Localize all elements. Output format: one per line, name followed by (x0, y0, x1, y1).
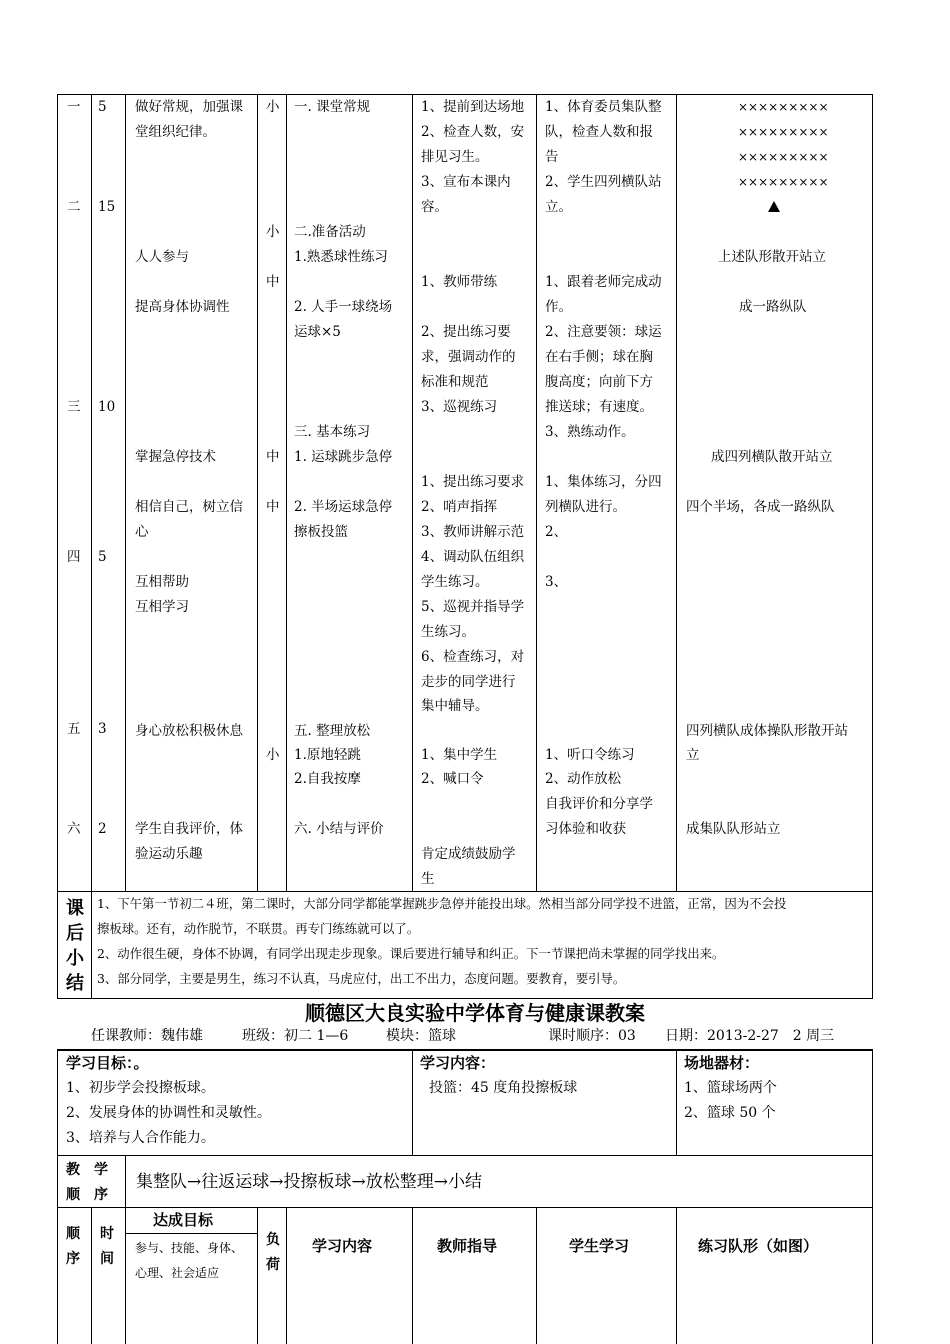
teacher-position-triangle-icon (768, 201, 780, 212)
student-text: 腹高度；向前下方 (545, 374, 653, 390)
header-goal-sub: 心理、社会适应 (135, 1266, 220, 1280)
teacher-text: 学生练习。 (421, 574, 489, 590)
header-formation: 练习队形（如图） (698, 1237, 819, 1255)
formation-text: 成集队队形站立 (686, 821, 781, 837)
teacher-text: 3、巡视练习 (421, 399, 498, 415)
teacher-text: 1、提出练习要求 (421, 474, 525, 490)
header-order: 序 (66, 1251, 80, 1267)
summary-line: 3、部分同学，主要是男生，练习不认真，马虎应付，出工不出力，态度问题。要教育，要引导。 (97, 971, 626, 986)
load-value: 小 (266, 747, 280, 763)
goal-text: 学生自我评价，体 (135, 821, 243, 837)
content-text: 2.自我按摩 (294, 771, 361, 787)
teacher-text: 容。 (421, 199, 448, 215)
class-label: 班级：初二 1—6 (242, 1028, 349, 1044)
student-text: 队，检查人数和报 (545, 124, 653, 140)
formation-text: 成四列横队散开站立 (711, 449, 833, 465)
equipment-item: 1、篮球场两个 (684, 1080, 777, 1096)
formation-text: 四个半场，各成一路纵队 (686, 499, 835, 515)
equipment-title: 场地器材： (684, 1054, 760, 1072)
formation-row: ××××××××× (738, 175, 829, 189)
student-text: 2、动作放松 (545, 771, 622, 787)
summary-line: 2、动作很生硬，身体不协调，有同学出现走步现象。课后要进行辅导和纠正。下一节课把尚未掌握的同学找出来。 (97, 946, 725, 961)
order-4: 四 (67, 549, 81, 565)
teacher-text: 2、喊口令 (421, 771, 484, 787)
teacher-text: 肯定成绩鼓励学 (421, 846, 516, 862)
content-text: 三. 基本练习 (294, 424, 371, 440)
goal-text: 提高身体协调性 (135, 299, 230, 315)
student-text: 作。 (545, 299, 572, 315)
sequence-text: 集整队→往返运球→投擦板球→放松整理→小结 (136, 1172, 482, 1192)
goal-text: 堂组织纪律。 (135, 124, 216, 140)
goal-item: 3、培养与人合作能力。 (66, 1130, 215, 1146)
load-value: 中 (266, 274, 280, 290)
teacher-text: 生练习。 (421, 624, 475, 640)
header-goal: 达成目标 (153, 1211, 214, 1229)
content-text: 五. 整理放松 (294, 723, 371, 739)
header-load: 荷 (266, 1257, 280, 1273)
content-text: 六. 小结与评价 (294, 821, 384, 837)
student-text: 1、集体练习，分四 (545, 474, 662, 490)
goal-text: 相信自己，树立信 (135, 499, 243, 515)
student-text: 1、听口令练习 (545, 747, 635, 763)
order-1: 一 (67, 99, 81, 115)
formation-row: ××××××××× (738, 100, 829, 114)
goal-item: 1、初步学会投擦板球。 (66, 1080, 215, 1096)
goal-text: 人人参与 (135, 249, 189, 265)
student-text: 立。 (545, 199, 572, 215)
summary-label: 课 (66, 898, 84, 919)
content-text: 2. 半场运球急停 (294, 499, 393, 515)
teacher-text: 求，强调动作的 (421, 349, 516, 365)
order-6: 六 (67, 821, 81, 837)
student-text: 3、熟练动作。 (545, 424, 635, 440)
time-1: 5 (98, 99, 107, 115)
teacher-text: 5、巡视并指导学 (421, 599, 525, 615)
formation-text: 上述队形散开站立 (718, 249, 826, 265)
content-text: 1.熟悉球性练习 (294, 249, 388, 265)
order-2: 二 (67, 199, 81, 215)
summary-label: 小 (66, 948, 84, 969)
student-text: 告 (545, 149, 559, 165)
content-text: 擦板投篮 (294, 524, 348, 540)
formation-row: ××××××××× (738, 125, 829, 139)
teacher-text: 4、调动队伍组织 (421, 549, 525, 565)
summary-line: 擦板球。还有，动作脱节，不联贯。再专门练练就可以了。 (97, 921, 420, 936)
teacher-text: 2、提出练习要 (421, 324, 511, 340)
formation-row: ××××××××× (738, 150, 829, 164)
goal-text: 心 (135, 524, 149, 540)
teacher-text: 排见习生。 (421, 149, 489, 165)
student-text: 列横队进行。 (545, 499, 626, 515)
teacher-text: 集中辅导。 (421, 698, 489, 714)
content-title: 学习内容： (420, 1054, 496, 1072)
content-text: 二.准备活动 (294, 224, 366, 240)
student-text: 在右手侧；球在胸 (545, 349, 653, 365)
formation-text: 立 (686, 747, 700, 763)
formation-text: 四列横队成体操队形散开站 (686, 723, 848, 739)
goal-item: 2、发展身体的协调性和灵敏性。 (66, 1105, 271, 1121)
order-3: 三 (67, 399, 81, 415)
sequence-label: 教 学 (66, 1162, 108, 1178)
goal-text: 验运动乐趣 (135, 846, 203, 862)
content-text: 一. 课堂常规 (294, 99, 371, 115)
goal-text: 互相帮助 (135, 574, 189, 590)
sequence-label: 顺 序 (66, 1187, 108, 1203)
content-text: 1. 运球跳步急停 (294, 449, 393, 465)
equipment-item: 2、篮球 50 个 (684, 1105, 776, 1121)
content-text: 1.原地轻跳 (294, 747, 361, 763)
header-content: 学习内容 (312, 1237, 373, 1255)
time-4: 5 (98, 549, 107, 565)
summary-line: 1、下午第一节初二４班，第二课时，大部分同学都能掌握跳步急停并能投出球。然相当部分同学投不进篮，正常，因为不会投 (97, 896, 787, 911)
goal-text: 身心放松积极休息 (135, 723, 243, 739)
teacher-text: 生 (421, 871, 435, 887)
teacher-text: 标准和规范 (421, 374, 489, 390)
teacher-text: 走步的同学进行 (421, 674, 516, 690)
goal-text: 做好常规，加强课 (135, 99, 243, 115)
header-time: 时 (100, 1226, 114, 1242)
load-value: 中 (266, 499, 280, 515)
content-item: 投篮：45 度角投擦板球 (429, 1080, 578, 1096)
time-5: 3 (98, 721, 107, 737)
header-time: 间 (100, 1251, 114, 1267)
header-load: 负 (266, 1232, 280, 1248)
teacher-text: 2、检查人数，安 (421, 124, 525, 140)
student-text: 1、体育委员集队整 (545, 99, 662, 115)
teacher-text: 6、检查练习，对 (421, 649, 525, 665)
summary-label: 结 (66, 973, 84, 994)
teacher-text: 1、教师带练 (421, 274, 498, 290)
load-value: 小 (266, 99, 280, 115)
teacher-label: 任课教师：魏伟雄 (91, 1028, 203, 1044)
student-text: 2、注意要领：球运 (545, 324, 662, 340)
student-text: 2、学生四列横队站 (545, 174, 662, 190)
teacher-text: 3、宣布本课内 (421, 174, 511, 190)
load-value: 中 (266, 449, 280, 465)
load-value: 小 (266, 224, 280, 240)
order-label: 课时顺序：03 (548, 1028, 636, 1044)
goals-title: 学习目标：。 (66, 1054, 149, 1072)
date-label: 日期：2013-2-27 2 周三 (665, 1028, 835, 1044)
content-text: 2. 人手一球绕场 (294, 299, 393, 315)
student-text: 3、 (545, 574, 568, 590)
student-text: 习体验和收获 (545, 821, 626, 837)
student-text: 推送球；有速度。 (545, 399, 653, 415)
teacher-text: 3、教师讲解示范 (421, 524, 525, 540)
content-text: 运球×5 (294, 324, 341, 340)
header-goal-sub: 参与、技能、身体、 (135, 1241, 244, 1255)
teacher-text: 1、集中学生 (421, 747, 498, 763)
goal-text: 掌握急停技术 (135, 449, 216, 465)
goal-text: 互相学习 (135, 599, 189, 615)
teacher-text: 2、哨声指挥 (421, 499, 498, 515)
time-3: 10 (98, 399, 116, 415)
header-teacher: 教师指导 (437, 1237, 498, 1255)
order-5: 五 (67, 721, 81, 737)
plan-title: 顺德区大良实验中学体育与健康课教案 (305, 1001, 645, 1025)
student-text: 2、 (545, 524, 568, 540)
time-2: 15 (98, 199, 116, 215)
formation-text: 成一路纵队 (739, 299, 807, 315)
summary-label: 后 (66, 923, 84, 944)
header-student: 学生学习 (569, 1237, 630, 1255)
time-6: 2 (98, 821, 107, 837)
module-label: 模块：篮球 (386, 1028, 456, 1044)
student-text: 1、跟着老师完成动 (545, 274, 662, 290)
student-text: 自我评价和分享学 (545, 796, 653, 812)
header-order: 顺 (66, 1226, 80, 1242)
teacher-text: 1、提前到达场地 (421, 99, 525, 115)
